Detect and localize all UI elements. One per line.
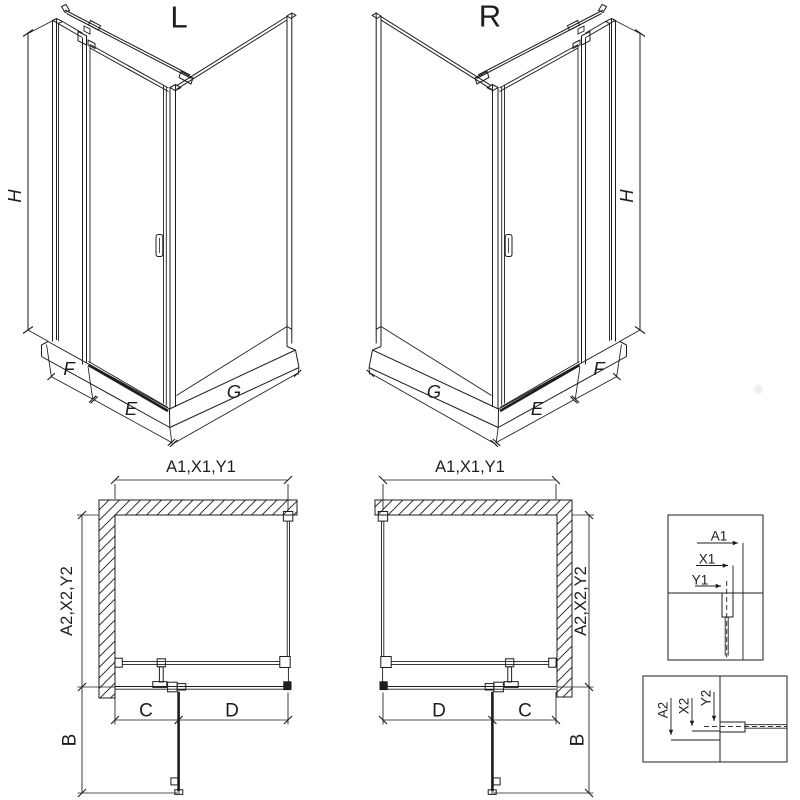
left-3d-view — [23, 5, 301, 447]
left-plan-depth-dim-label: A2,X2,Y2 — [57, 566, 76, 636]
right-plan-walls — [375, 500, 572, 697]
left-side-panel-dim-label: F — [63, 357, 75, 379]
right-view-title: R — [478, 0, 502, 34]
left-plan-d-dim-label: D — [225, 700, 239, 722]
right-3d-view — [367, 5, 645, 447]
right-plan-width-dim-label: A1,X1,Y1 — [435, 457, 505, 476]
detail-x2-label: X2 — [676, 697, 692, 715]
detail-a2-label: A2 — [655, 701, 671, 719]
left-plan-width-dim-label: A1,X1,Y1 — [166, 457, 236, 476]
right-return-panel-dim-label: G — [426, 380, 442, 402]
right-plan-d-dim-label: D — [432, 700, 446, 722]
door-handle-plan — [171, 778, 178, 785]
left-plan-c-dim-label: C — [139, 700, 153, 722]
right-plan-b-dim-label: B — [567, 733, 589, 747]
left-door-dim-label: E — [124, 397, 138, 419]
detail-y2-label: Y2 — [698, 689, 714, 707]
left-plan-b-dim-label: B — [59, 733, 81, 747]
wall-detail-vertical — [643, 676, 787, 762]
right-height-dim-label: H — [615, 189, 637, 203]
detail-a1-label: A1 — [710, 528, 728, 544]
right-plan-depth-dim-label: A2,X2,Y2 — [571, 566, 590, 636]
left-return-panel-dim-label: G — [226, 380, 242, 402]
detail-x1-label: X1 — [698, 551, 716, 567]
right-door-dim-label: E — [530, 397, 544, 419]
right-plan-c-dim-label: C — [518, 700, 532, 722]
watermark-dot — [754, 385, 763, 394]
left-height-dim-label: H — [3, 189, 25, 203]
detail-y1-label: Y1 — [691, 572, 709, 588]
left-view-title: L — [170, 0, 188, 35]
left-plan-walls — [99, 500, 297, 698]
right-side-panel-dim-label: F — [593, 357, 605, 379]
